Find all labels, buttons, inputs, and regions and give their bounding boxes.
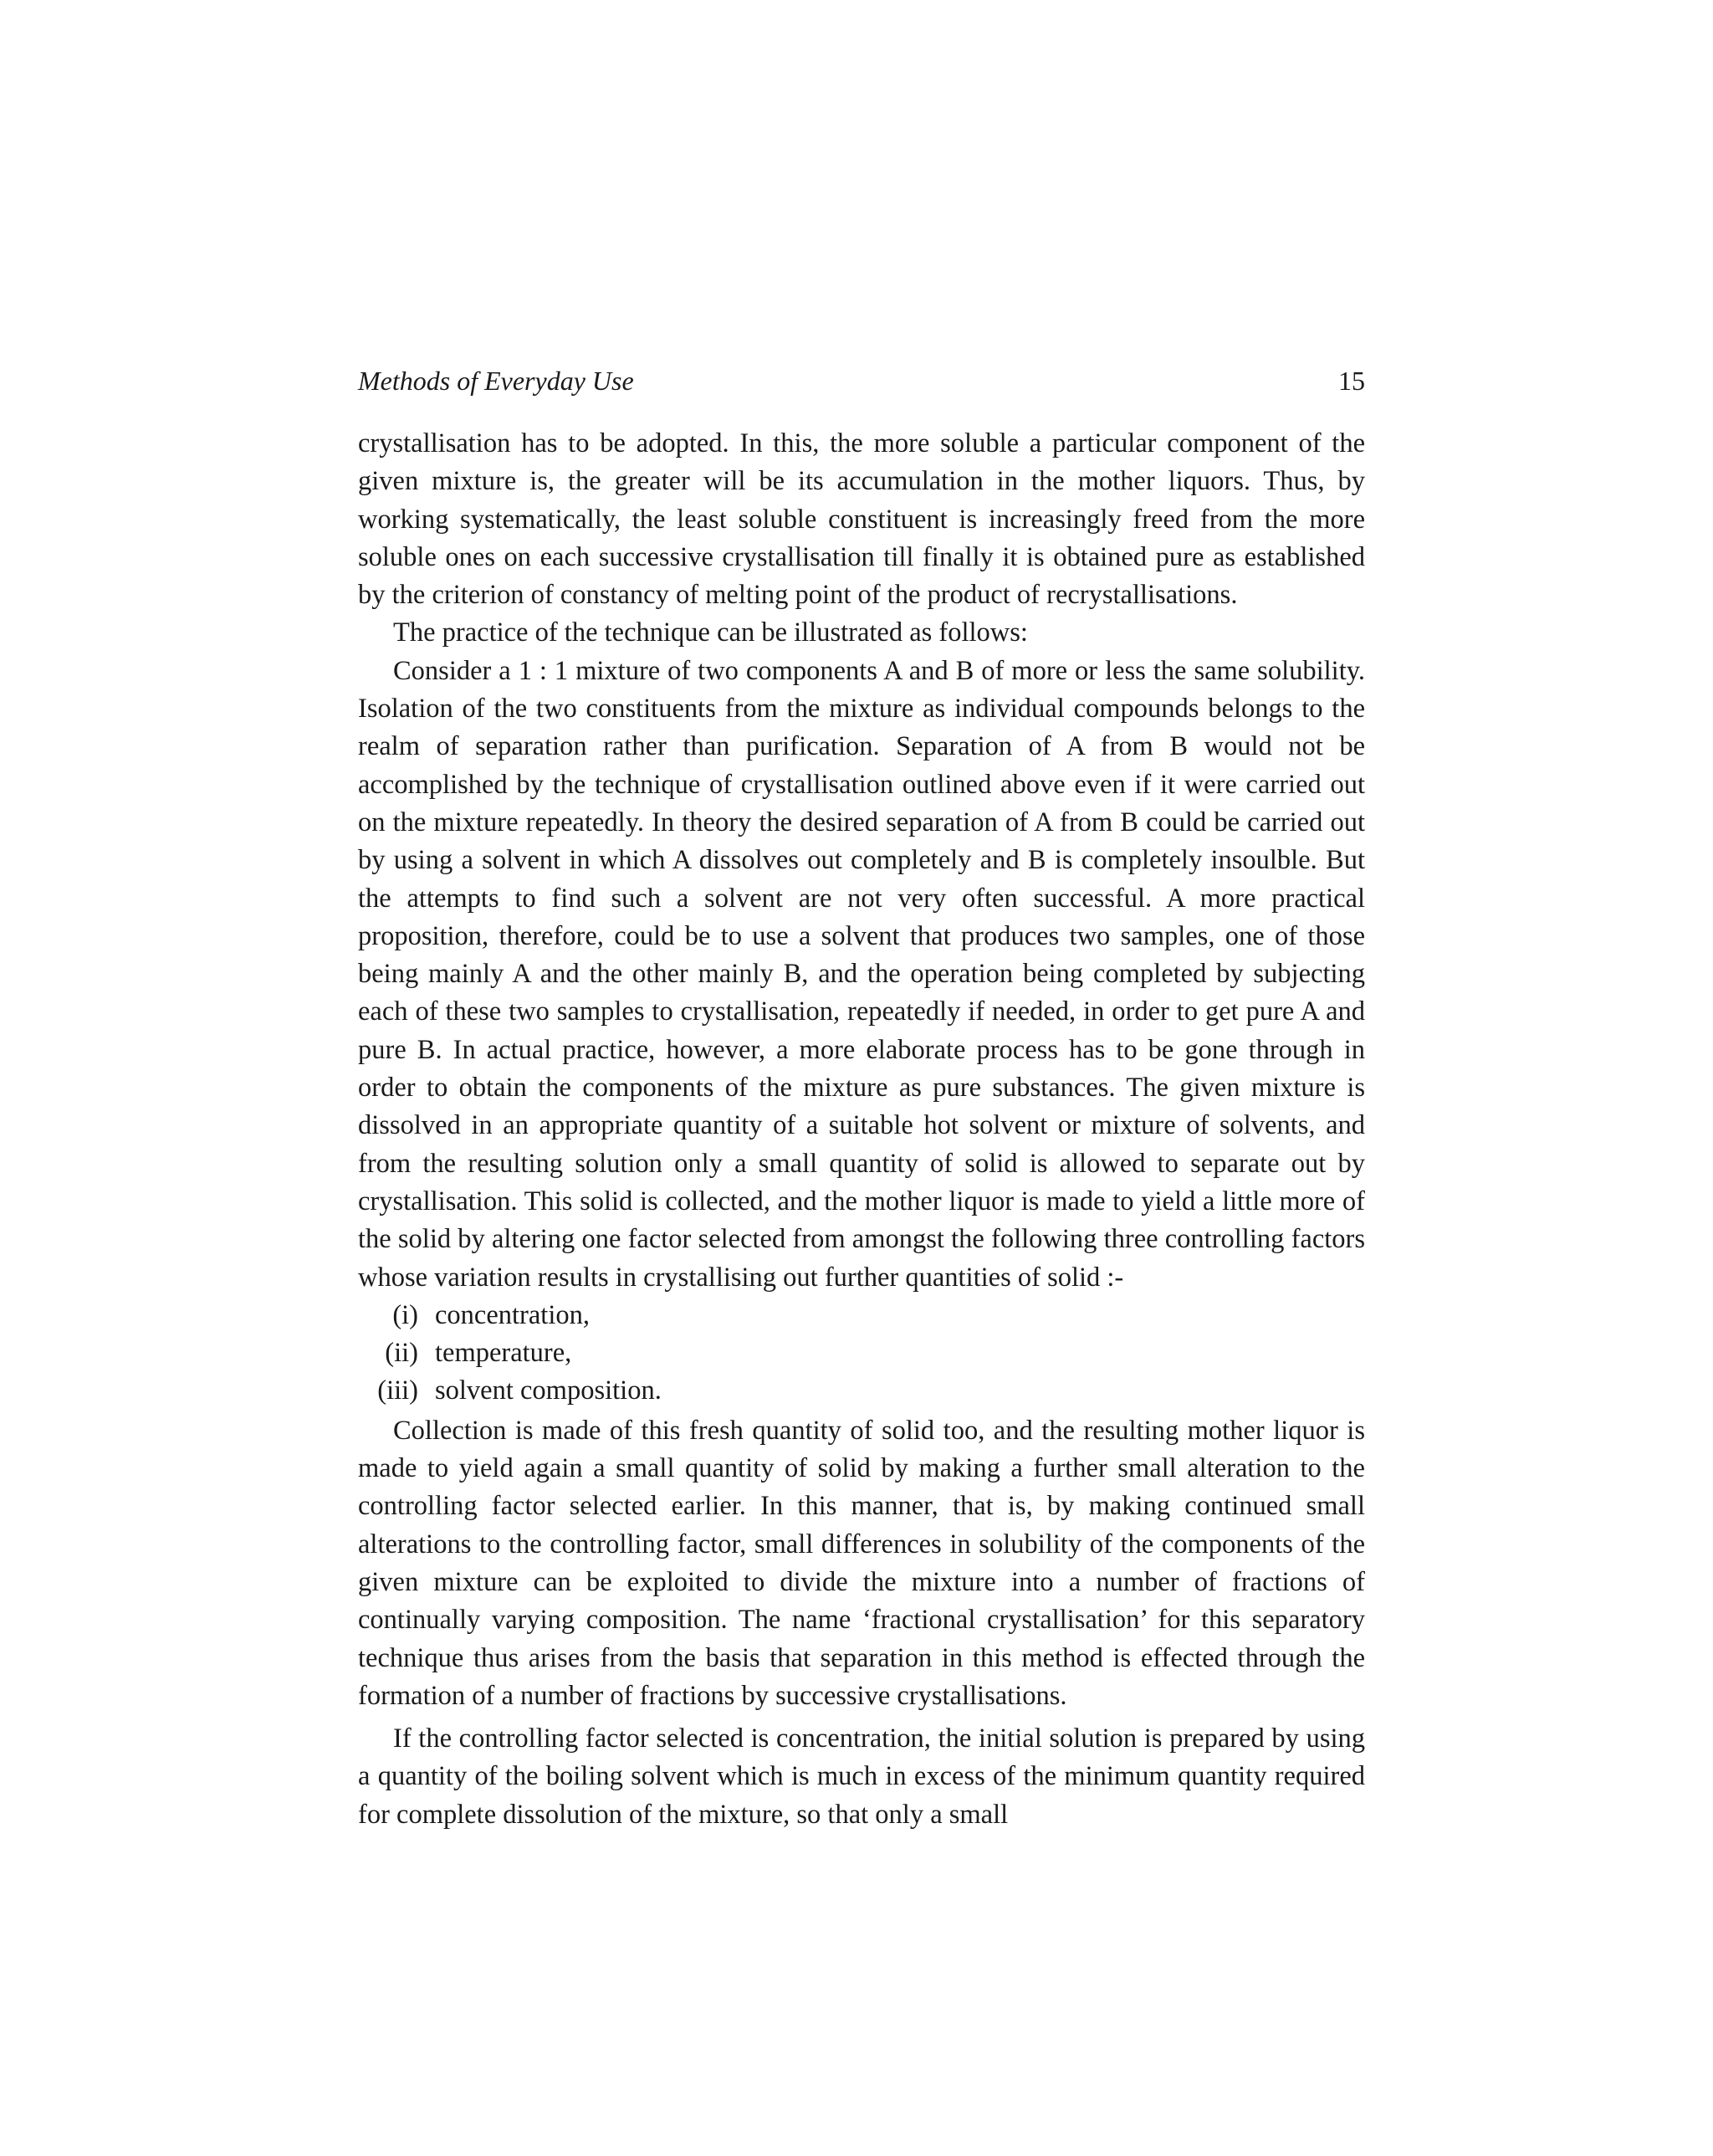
paragraph-concentration-factor: If the controlling factor selected is concentration, the initial solution is prepared by using a quantity of the boiling solvent which is much in excess of the minimum quantity required for complete dissolution of the mixture, so that only a small <box>358 1723 1365 1830</box>
running-header <box>358 361 1365 400</box>
book-page <box>358 361 1365 1834</box>
list-item <box>358 1297 1365 1334</box>
body-text <box>358 425 1365 1834</box>
page-number: 15 <box>1338 366 1365 396</box>
list-item <box>358 1372 1365 1410</box>
list-item <box>358 1334 1365 1372</box>
paragraph-mixture-example: Consider a 1 : 1 mixture of two components A and B of more or less the same solubility. Isolation of the two constituents from the mixture as individual compounds belongs to the realm of separation rather than purification. Separation of A from B would not be accomplished by the technique of crystallisation outlined above even if it were carried out on the mixture repeatedly. In theory the desired separation of A from B could be carried out by using a solvent in which A dissolves out completely and B is completely insoulble. But the attempts to find such a solvent are not very often successful. A more practical proposition, therefore, could be to use a solvent that produces two samples, one of those being mainly A and the other mainly B, and the operation being completed by subjecting each of these two samples to crystallisation, repeatedly if needed, in order to get pure A and pure B. In actual practice, however, a more elaborate process has to be gone through in order to obtain the components of the mixture as pure substances. The given mixture is dissolved in an appropriate quantity of a suitable hot solvent or mixture of solvents, and from the resulting solution only a small quantity of solid is allowed to separate out by crystallisation. This solid is collected, and the mother liquor is made to yield a little more of the solid by altering one factor selected from amongst the following three controlling factors whose variation results in crystallising out further quantities of solid :- <box>358 655 1365 1293</box>
paragraph-fractional-crystallisation: Collection is made of this fresh quantity of solid too, and the resulting mother liquor is made to yield again a small quantity of solid by making a further small alteration to the controlling factor selected earlier. In this manner, that is, by making continued small alterations to the controlling factor, small differences in solubility of the components of the given mixture can be exploited to divide the mixture into a number of fractions of continually varying composition. The name ‘fractional crystallisation’ for this separatory technique thus arises from the basis that separation in this method is effected through the formation of a number of fractions by successive crystallisations. <box>358 1415 1365 1711</box>
list-marker: (ii) <box>385 1338 418 1369</box>
controlling-factors-list <box>358 1297 1365 1411</box>
list-marker: (iii) <box>377 1375 418 1406</box>
paragraph-illustration-intro: The practice of the technique can be illustrated as follows: <box>393 617 1028 648</box>
running-title: Methods of Everyday Use <box>358 366 634 396</box>
paragraph-continuation: crystallisation has to be adopted. In this, the more soluble a particular component of the given mixture is, the greater will be its accumulation in the mother liquors. Thus, by working systematically, the least soluble constituent is increasingly freed from the more soluble ones on each successive crystallisation till finally it is obtained pure as established by the criterion of constancy of melting point of the product of recrystallisations. <box>358 428 1365 611</box>
list-item-text: temperature, <box>435 1338 572 1369</box>
list-item-text: solvent composition. <box>435 1375 662 1406</box>
list-marker: (i) <box>392 1299 418 1330</box>
list-item-text: concentration, <box>435 1299 590 1330</box>
